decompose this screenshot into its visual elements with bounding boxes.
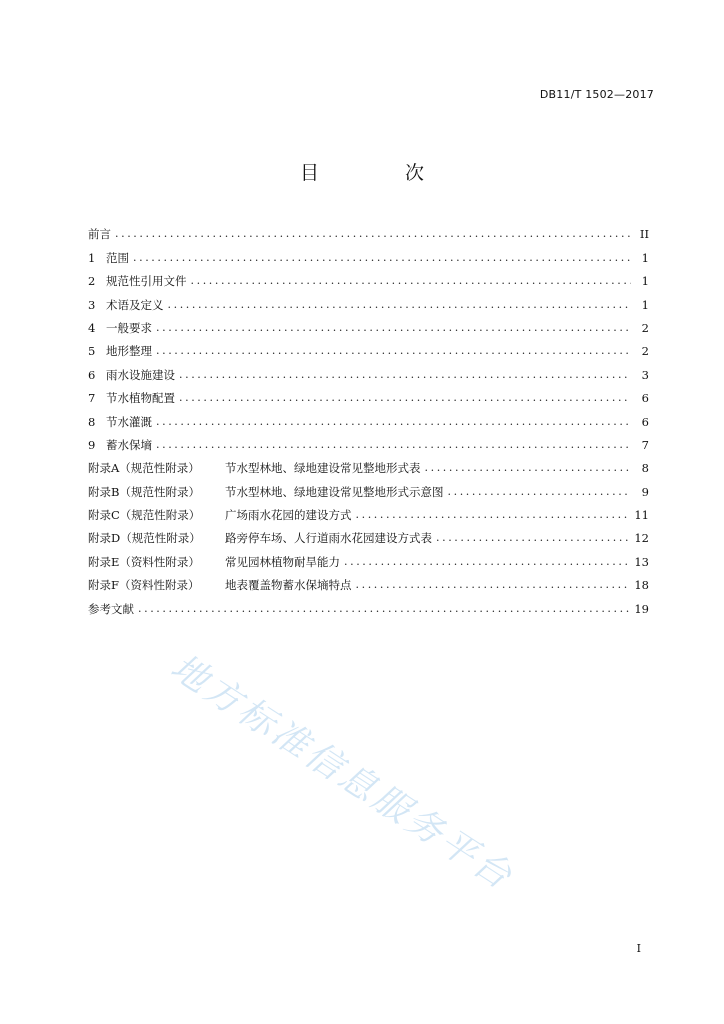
toc-annex-f[interactable] (88, 569, 649, 592)
annex-designation: 附录C（规范性附录） (88, 508, 201, 523)
toc-entry-page: 12 (634, 531, 649, 546)
toc-entry-page: 2 (641, 320, 649, 335)
toc-entry-number: 3 (88, 297, 96, 312)
toc-entry-6[interactable] (88, 358, 649, 381)
toc-entry-page: II (639, 227, 649, 242)
toc-leader-dots (344, 555, 630, 569)
toc-leader-dots (448, 485, 632, 499)
toc-entry-page: 13 (634, 554, 649, 569)
toc-entry-8[interactable] (88, 405, 649, 428)
toc-entry-label: 地形整理 (106, 344, 152, 359)
toc-entry-page: 8 (641, 461, 649, 476)
toc-annex-d[interactable] (88, 522, 649, 545)
toc-entry-1[interactable] (88, 241, 649, 264)
toc-entry-label: 参考文献 (88, 601, 134, 616)
toc-entry-9[interactable] (88, 429, 649, 452)
toc-leader-dots (115, 227, 631, 241)
toc-entry-label: 节水型林地、绿地建设常见整地形式表 (225, 461, 421, 476)
toc-entry-label: 一般要求 (106, 320, 152, 335)
toc-annex-e[interactable] (88, 545, 649, 568)
toc-entry-label: 雨水设施建设 (106, 367, 175, 382)
toc-entry-page: 9 (641, 484, 649, 499)
toc-entry-number: 9 (88, 437, 96, 452)
toc-entry-number: 5 (88, 344, 96, 359)
table-of-contents (88, 218, 649, 616)
toc-entry-5[interactable] (88, 335, 649, 358)
toc-entry-number: 6 (88, 367, 96, 382)
toc-leader-dots (133, 251, 631, 265)
toc-entry-page: 1 (641, 274, 649, 289)
toc-leader-dots (156, 344, 631, 358)
toc-entry-label: 地表覆盖物蓄水保墒特点 (225, 578, 352, 593)
toc-leader-dots (156, 321, 631, 335)
toc-entry-label: 常见园林植物耐旱能力 (225, 554, 340, 569)
toc-entry-number: 8 (88, 414, 96, 429)
toc-leader-dots (156, 438, 631, 452)
toc-entry-label: 术语及定义 (106, 297, 164, 312)
toc-leader-dots (356, 578, 631, 592)
toc-leader-dots (138, 602, 630, 616)
annex-designation: 附录A（规范性附录） (88, 461, 200, 476)
toc-entry-3[interactable] (88, 288, 649, 311)
toc-entry-label: 范围 (106, 250, 129, 265)
toc-entry-page: 6 (641, 391, 649, 406)
toc-entry-references[interactable] (88, 592, 649, 615)
toc-entry-page: 1 (641, 250, 649, 265)
toc-entry-number: 4 (88, 320, 96, 335)
toc-annex-b[interactable] (88, 475, 649, 498)
toc-entry-page: 19 (634, 601, 649, 616)
toc-entry-page: 2 (641, 344, 649, 359)
annex-designation: 附录E（资料性附录） (88, 554, 200, 569)
toc-entry-number: 2 (88, 274, 96, 289)
annex-designation: 附录D（规范性附录） (88, 531, 201, 546)
annex-designation: 附录F（资料性附录） (88, 578, 200, 593)
toc-entry-label: 广场雨水花园的建设方式 (225, 508, 352, 523)
toc-entry-page: 3 (641, 367, 649, 382)
toc-entry-7[interactable] (88, 382, 649, 405)
toc-entry-label: 前言 (88, 227, 111, 242)
page-title: 目 次 (299, 162, 465, 184)
toc-entry-page: 18 (634, 578, 649, 593)
toc-entry-label: 节水植物配置 (106, 391, 175, 406)
toc-leader-dots (356, 508, 631, 522)
toc-leader-dots (436, 531, 630, 545)
toc-leader-dots (179, 391, 631, 405)
toc-entry-label: 蓄水保墒 (106, 437, 152, 452)
toc-annex-c[interactable] (88, 499, 649, 522)
toc-entry-label: 节水型林地、绿地建设常见整地形式示意图 (225, 484, 444, 499)
toc-entry-foreword[interactable] (88, 218, 649, 241)
toc-leader-dots (191, 274, 632, 288)
toc-entry-page: 1 (641, 297, 649, 312)
toc-entry-2[interactable] (88, 265, 649, 288)
page-number: I (636, 942, 641, 955)
toc-entry-number: 1 (88, 250, 96, 265)
toc-annex-a[interactable] (88, 452, 649, 475)
toc-entry-label: 路旁停车场、人行道雨水花园建设方式表 (225, 531, 432, 546)
toc-entry-4[interactable] (88, 312, 649, 335)
toc-entry-page: 7 (641, 437, 649, 452)
toc-leader-dots (168, 298, 632, 312)
toc-leader-dots (179, 368, 631, 382)
toc-entry-label: 规范性引用文件 (106, 274, 187, 289)
annex-designation: 附录B（规范性附录） (88, 484, 200, 499)
toc-entry-page: 11 (634, 508, 649, 523)
toc-leader-dots (425, 461, 632, 475)
toc-entry-page: 6 (641, 414, 649, 429)
toc-leader-dots (156, 415, 631, 429)
toc-entry-number: 7 (88, 391, 96, 406)
standard-code: DB11/T 1502—2017 (539, 88, 654, 101)
toc-entry-label: 节水灌溉 (106, 414, 152, 429)
watermark-text: 地方标准信息服务平台 (163, 646, 522, 899)
